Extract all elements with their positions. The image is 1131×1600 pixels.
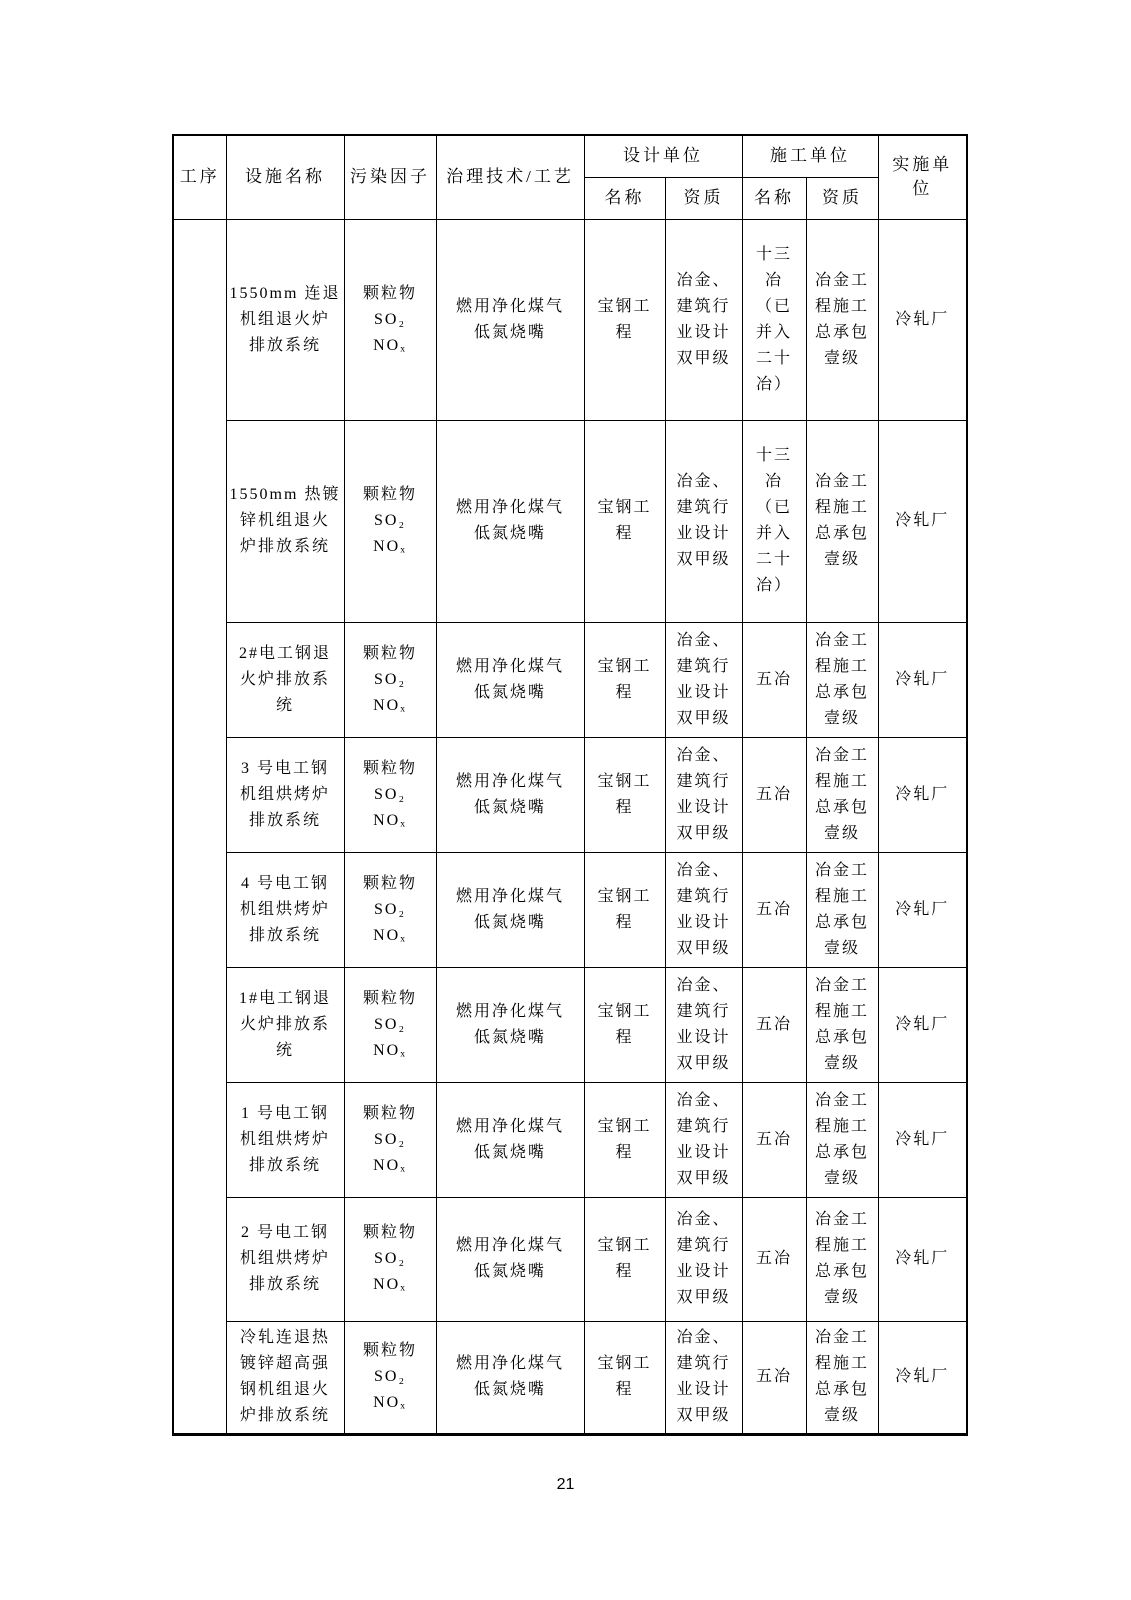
cell-construction-name: 五冶	[742, 622, 806, 737]
cell-technology: 燃用净化煤气 低氮烧嘴	[436, 1082, 584, 1197]
header-design-unit: 设计单位	[584, 135, 742, 177]
cell-construction-qualification: 冶金工 程施工 总承包 壹级	[806, 1197, 878, 1321]
cell-implementation-unit: 冷轧厂	[878, 1197, 967, 1321]
cell-pollutant: 颗粒物 SO₂ NOₓ	[344, 219, 436, 420]
cell-implementation-unit: 冷轧厂	[878, 1082, 967, 1197]
table-row	[173, 967, 967, 1082]
cell-design-qualification: 冶金、 建筑行 业设计 双甲级	[665, 420, 742, 622]
table-row	[173, 1321, 967, 1434]
table-row	[173, 737, 967, 852]
cell-design-name: 宝钢工 程	[584, 737, 665, 852]
cell-technology: 燃用净化煤气 低氮烧嘴	[436, 622, 584, 737]
header-technology: 治理技术/工艺	[436, 135, 584, 219]
cell-design-name: 宝钢工 程	[584, 622, 665, 737]
cell-facility: 4 号电工钢 机组烘烤炉 排放系统	[226, 852, 344, 967]
cell-design-name: 宝钢工 程	[584, 420, 665, 622]
facility-table	[172, 134, 968, 1436]
cell-design-qualification: 冶金、 建筑行 业设计 双甲级	[665, 1082, 742, 1197]
cell-technology: 燃用净化煤气 低氮烧嘴	[436, 1321, 584, 1434]
cell-construction-name: 五冶	[742, 967, 806, 1082]
cell-design-name: 宝钢工 程	[584, 852, 665, 967]
cell-pollutant: 颗粒物 SO₂ NOₓ	[344, 622, 436, 737]
header-facility: 设施名称	[226, 135, 344, 219]
cell-technology: 燃用净化煤气 低氮烧嘴	[436, 852, 584, 967]
cell-construction-qualification: 冶金工 程施工 总承包 壹级	[806, 219, 878, 420]
cell-facility: 冷轧连退热 镀锌超高强 钢机组退火 炉排放系统	[226, 1321, 344, 1434]
table-row	[173, 622, 967, 737]
cell-facility: 1 号电工钢 机组烘烤炉 排放系统	[226, 1082, 344, 1197]
header-process: 工序	[173, 135, 226, 219]
cell-design-name: 宝钢工 程	[584, 967, 665, 1082]
header-construction-unit: 施工单位	[742, 135, 878, 177]
cell-design-qualification: 冶金、 建筑行 业设计 双甲级	[665, 852, 742, 967]
cell-pollutant: 颗粒物 SO₂ NOₓ	[344, 852, 436, 967]
cell-facility: 1#电工钢退 火炉排放系 统	[226, 967, 344, 1082]
cell-technology: 燃用净化煤气 低氮烧嘴	[436, 219, 584, 420]
cell-construction-name: 五冶	[742, 852, 806, 967]
cell-facility: 1550mm 连退 机组退火炉 排放系统	[226, 219, 344, 420]
cell-design-name: 宝钢工 程	[584, 1197, 665, 1321]
cell-construction-qualification: 冶金工 程施工 总承包 壹级	[806, 420, 878, 622]
cell-design-qualification: 冶金、 建筑行 业设计 双甲级	[665, 1197, 742, 1321]
cell-pollutant: 颗粒物 SO₂ NOₓ	[344, 737, 436, 852]
cell-implementation-unit: 冷轧厂	[878, 420, 967, 622]
cell-design-qualification: 冶金、 建筑行 业设计 双甲级	[665, 622, 742, 737]
cell-pollutant: 颗粒物 SO₂ NOₓ	[344, 1197, 436, 1321]
table-row	[173, 420, 967, 622]
header-construction-qualification: 资质	[806, 177, 878, 219]
header-construction-name: 名称	[742, 177, 806, 219]
cell-construction-qualification: 冶金工 程施工 总承包 壹级	[806, 737, 878, 852]
table-header-row-1	[173, 135, 967, 177]
cell-design-name: 宝钢工 程	[584, 1082, 665, 1197]
table-row	[173, 219, 967, 420]
cell-implementation-unit: 冷轧厂	[878, 852, 967, 967]
cell-design-name: 宝钢工 程	[584, 1321, 665, 1434]
cell-pollutant: 颗粒物 SO₂ NOₓ	[344, 967, 436, 1082]
cell-design-qualification: 冶金、 建筑行 业设计 双甲级	[665, 219, 742, 420]
cell-construction-name: 十三 冶 （已 并入 二十 冶）	[742, 420, 806, 622]
cell-facility: 1550mm 热镀 锌机组退火 炉排放系统	[226, 420, 344, 622]
cell-pollutant: 颗粒物 SO₂ NOₓ	[344, 1321, 436, 1434]
cell-construction-qualification: 冶金工 程施工 总承包 壹级	[806, 622, 878, 737]
header-design-name: 名称	[584, 177, 665, 219]
cell-pollutant: 颗粒物 SO₂ NOₓ	[344, 420, 436, 622]
cell-design-qualification: 冶金、 建筑行 业设计 双甲级	[665, 967, 742, 1082]
cell-construction-qualification: 冶金工 程施工 总承包 壹级	[806, 967, 878, 1082]
cell-implementation-unit: 冷轧厂	[878, 737, 967, 852]
table-row	[173, 1082, 967, 1197]
cell-construction-name: 五冶	[742, 1321, 806, 1434]
cell-construction-name: 十三 冶 （已 并入 二十 冶）	[742, 219, 806, 420]
cell-process-merged	[173, 219, 226, 1434]
cell-implementation-unit: 冷轧厂	[878, 219, 967, 420]
cell-implementation-unit: 冷轧厂	[878, 967, 967, 1082]
cell-construction-name: 五冶	[742, 1197, 806, 1321]
header-implementation-unit: 实施单 位	[878, 135, 967, 219]
cell-implementation-unit: 冷轧厂	[878, 1321, 967, 1434]
cell-construction-qualification: 冶金工 程施工 总承包 壹级	[806, 1321, 878, 1434]
header-design-qualification: 资质	[665, 177, 742, 219]
cell-construction-qualification: 冶金工 程施工 总承包 壹级	[806, 1082, 878, 1197]
cell-facility: 3 号电工钢 机组烘烤炉 排放系统	[226, 737, 344, 852]
cell-technology: 燃用净化煤气 低氮烧嘴	[436, 737, 584, 852]
cell-construction-name: 五冶	[742, 737, 806, 852]
header-pollutant: 污染因子	[344, 135, 436, 219]
cell-design-qualification: 冶金、 建筑行 业设计 双甲级	[665, 737, 742, 852]
cell-facility: 2#电工钢退 火炉排放系 统	[226, 622, 344, 737]
cell-implementation-unit: 冷轧厂	[878, 622, 967, 737]
cell-facility: 2 号电工钢 机组烘烤炉 排放系统	[226, 1197, 344, 1321]
cell-pollutant: 颗粒物 SO₂ NOₓ	[344, 1082, 436, 1197]
cell-construction-qualification: 冶金工 程施工 总承包 壹级	[806, 852, 878, 967]
cell-technology: 燃用净化煤气 低氮烧嘴	[436, 420, 584, 622]
table-row	[173, 852, 967, 967]
page-number: 21	[556, 1476, 575, 1493]
cell-technology: 燃用净化煤气 低氮烧嘴	[436, 1197, 584, 1321]
cell-design-qualification: 冶金、 建筑行 业设计 双甲级	[665, 1321, 742, 1434]
cell-technology: 燃用净化煤气 低氮烧嘴	[436, 967, 584, 1082]
table-row	[173, 1197, 967, 1321]
cell-design-name: 宝钢工 程	[584, 219, 665, 420]
cell-construction-name: 五冶	[742, 1082, 806, 1197]
